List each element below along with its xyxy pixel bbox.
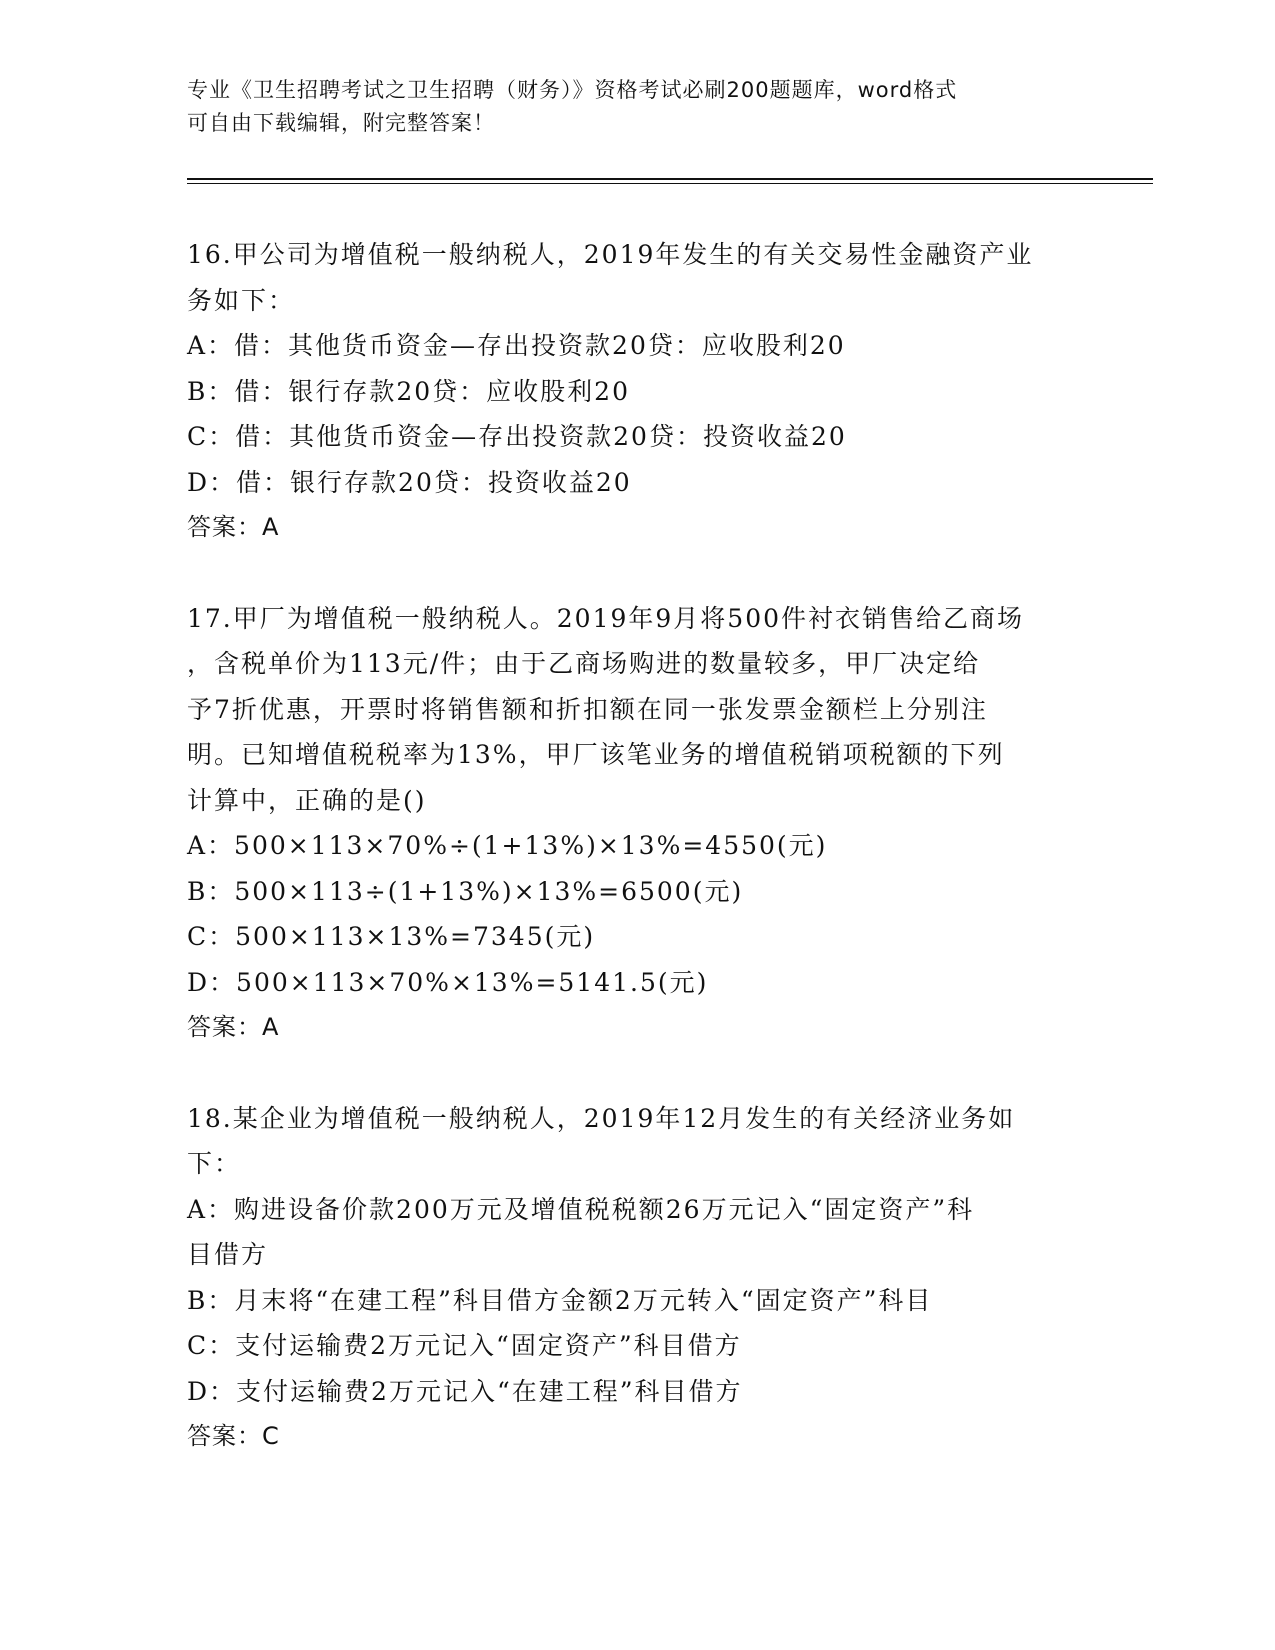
header-divider-thin [187,183,1153,184]
option-a: A：购进设备价款200万元及增值税税额26万元记入“固定资产”科 [187,1194,975,1224]
question-17 [187,596,1087,1051]
question-stem-line: 18.某企业为增值税一般纳税人，2019年12月发生的有关经济业务如 [187,1103,1016,1133]
option-c: C：500×113×13%=7345(元) [187,922,596,951]
question-18 [187,1096,1087,1460]
option-a-continued: 目借方 [187,1240,269,1269]
header-line-2: 可自由下载编辑，附完整答案！ [187,111,495,135]
header-divider-thick [187,178,1153,180]
question-list [187,232,1087,1505]
option-d: D：500×113×70%×13%=5141.5(元) [187,967,709,997]
option-c: C：借：其他货币资金—存出投资款20贷：投资收益20 [187,422,847,451]
question-stem-line: 17.甲厂为增值税一般纳税人。2019年9月将500件衬衣销售给乙商场 [187,603,1025,633]
answer-label: 答案：C [187,1422,280,1450]
answer-label: 答案：A [187,513,280,541]
answer-label: 答案：A [187,1013,280,1041]
header-line-1: 专业《卫生招聘考试之卫生招聘（财务）》资格考试必刷200题题库，word格式 [187,78,958,102]
question-stem-line: 予7折优惠，开票时将销售额和折扣额在同一张发票金额栏上分别注 [187,694,988,724]
option-a: A：借：其他货币资金—存出投资款20贷：应收股利20 [187,331,846,360]
question-stem-line: 16.甲公司为增值税一般纳税人，2019年发生的有关交易性金融资产业 [187,240,1034,269]
option-b: B：月末将“在建工程”科目借方金额2万元转入“固定资产”科目 [187,1285,933,1315]
question-stem-line: 计算中，正确的是() [187,785,427,815]
option-b: B：借：银行存款20贷：应收股利20 [187,376,630,406]
option-d: D：借：银行存款20贷：投资收益20 [187,467,632,497]
option-d: D：支付运输费2万元记入“在建工程”科目借方 [187,1376,743,1406]
option-c: C：支付运输费2万元记入“固定资产”科目借方 [187,1331,742,1360]
question-stem-line: 明。已知增值税税率为13%，甲厂该笔业务的增值税销项税额的下列 [187,740,1005,769]
question-16 [187,232,1087,551]
option-b: B：500×113÷(1+13%)×13%=6500(元) [187,876,744,906]
question-stem-line: 下： [187,1149,242,1178]
question-stem-line: 务如下： [187,285,296,315]
document-header [187,74,1067,140]
option-a: A：500×113×70%÷(1+13%)×13%=4550(元) [187,831,828,860]
question-stem-line: ，含税单价为113元/件；由于乙商场购进的数量较多，甲厂决定给 [187,649,981,678]
